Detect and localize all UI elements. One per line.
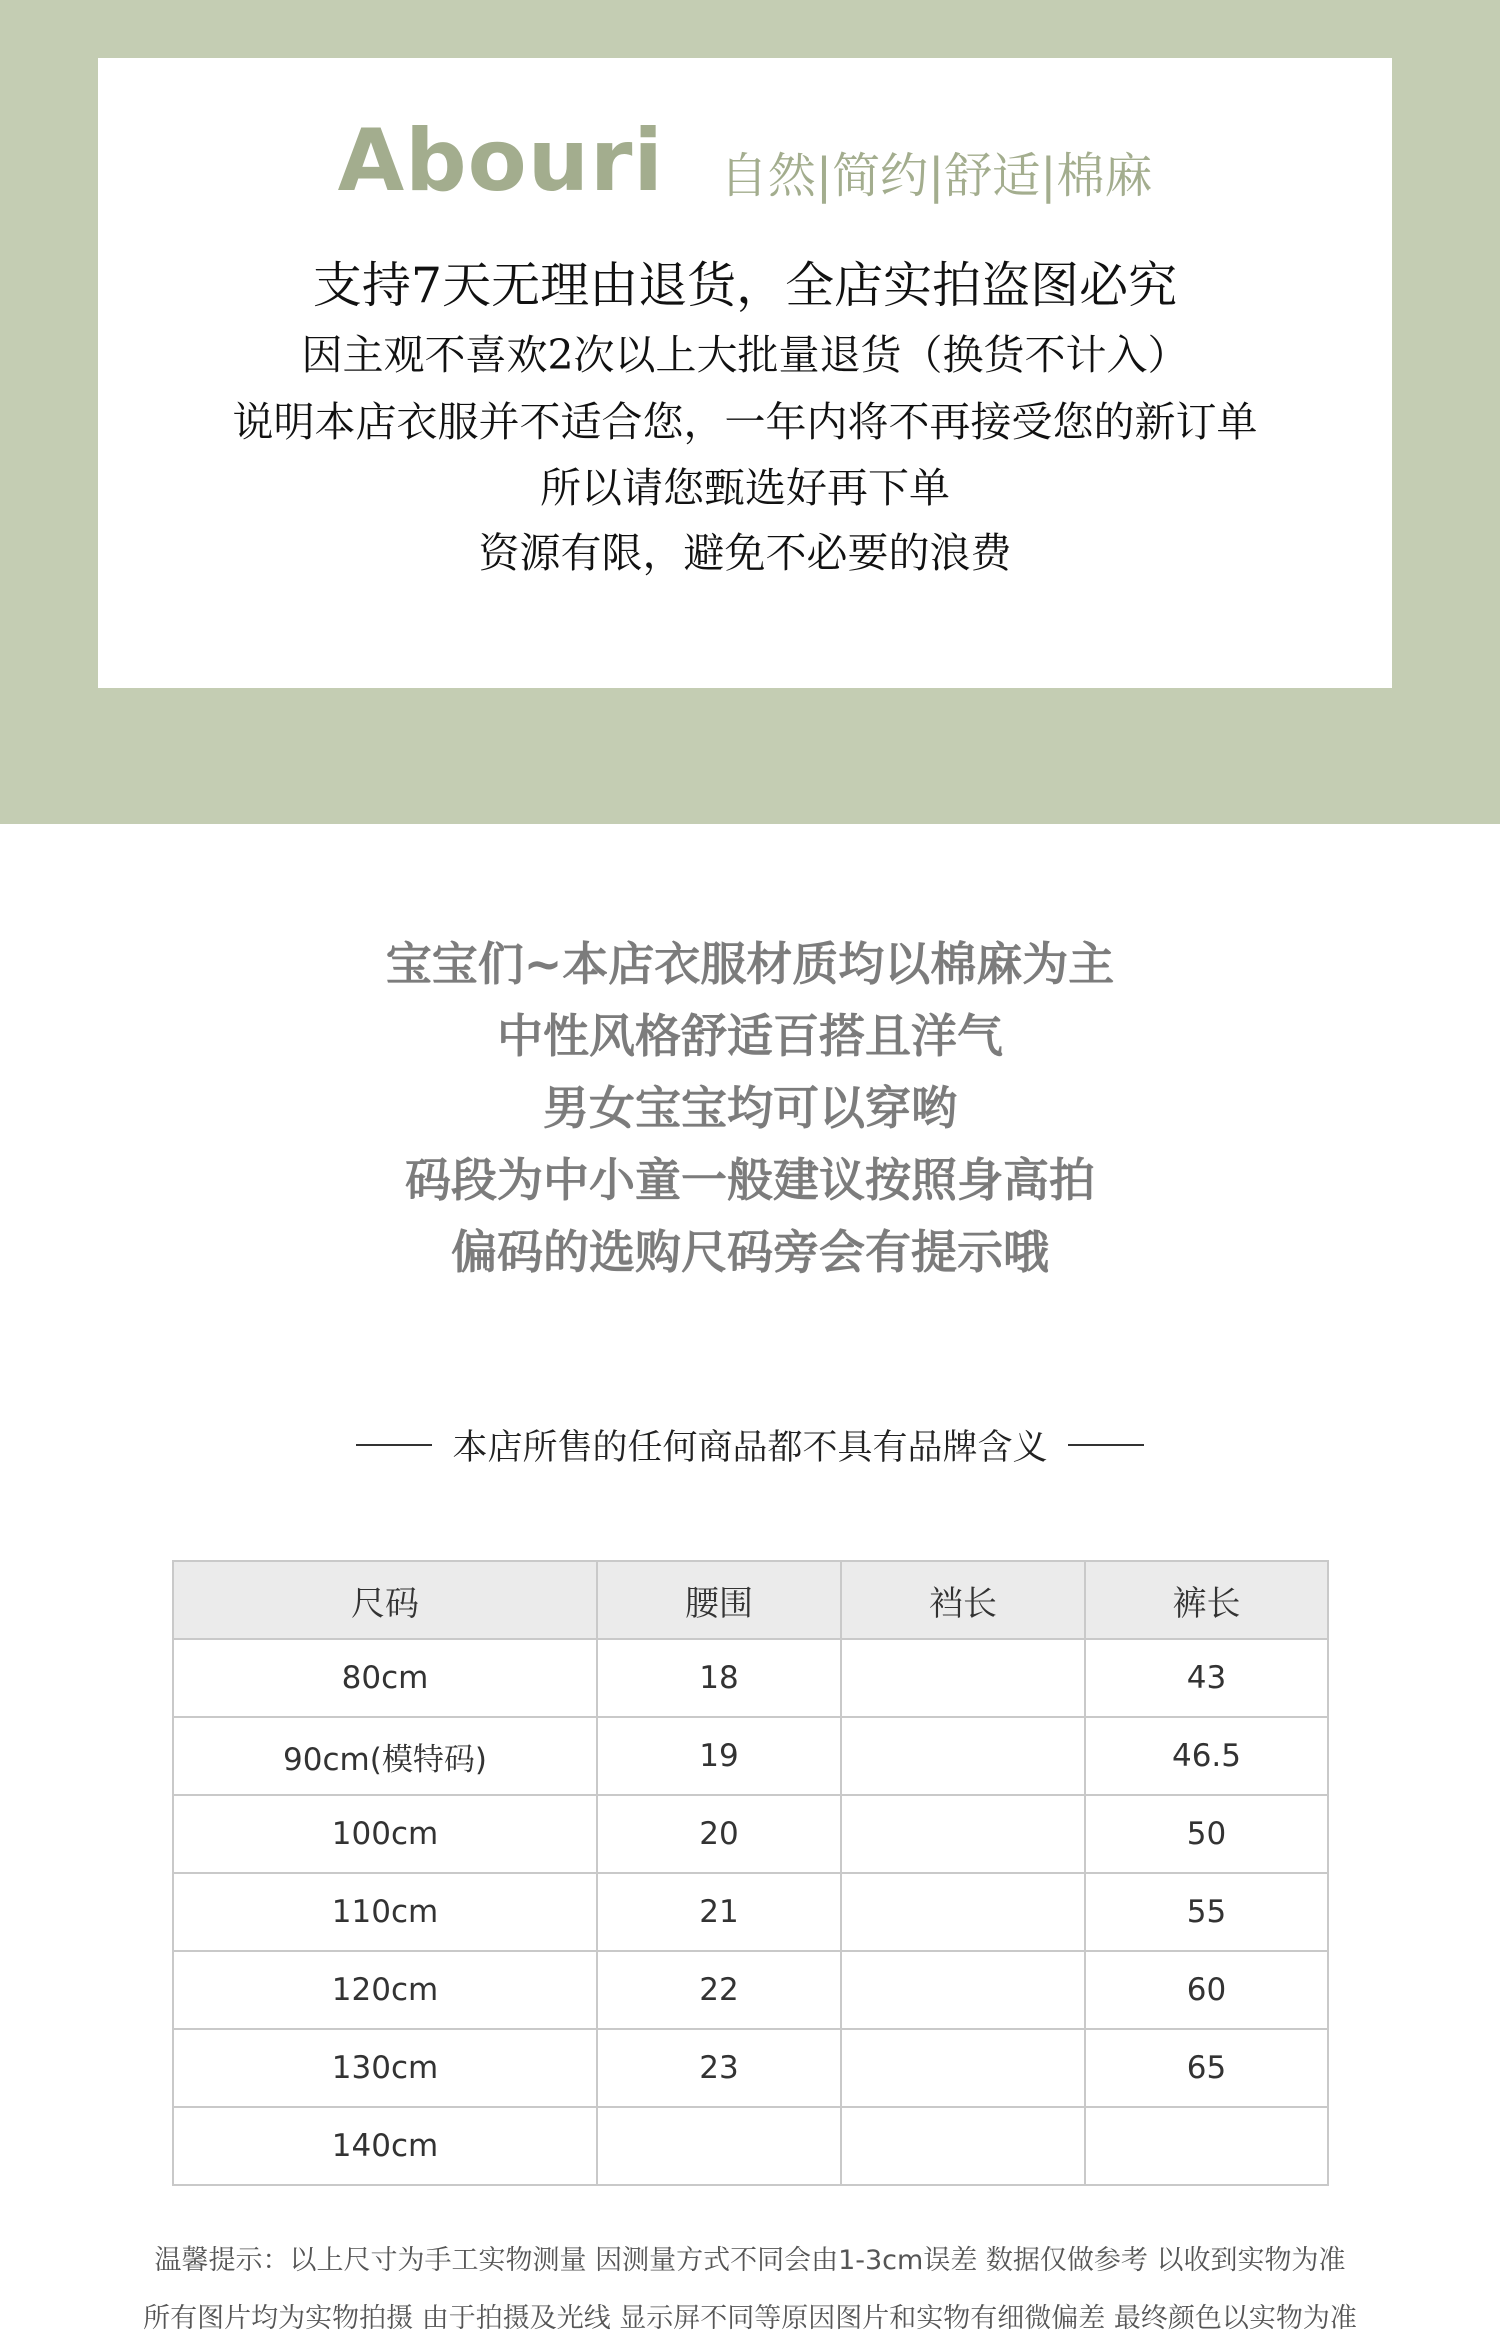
intro-line: 码段为中小童一般建议按照身高拍 — [405, 1153, 1095, 1207]
cell-length: 50 — [1085, 1795, 1328, 1873]
cell-rise — [841, 2107, 1085, 2185]
cell-waist — [597, 2107, 841, 2185]
divider-right — [1068, 1444, 1144, 1446]
table-row — [173, 1639, 1328, 1717]
cell-size: 110cm — [173, 1873, 597, 1951]
header-rise: 裆长 — [841, 1561, 1085, 1639]
header-length: 裤长 — [1085, 1561, 1328, 1639]
cell-waist: 19 — [597, 1717, 841, 1795]
cell-length — [1085, 2107, 1328, 2185]
cell-waist: 18 — [597, 1639, 841, 1717]
cell-rise — [841, 1795, 1085, 1873]
intro-line: 偏码的选购尺码旁会有提示哦 — [451, 1225, 1049, 1279]
notice-card — [98, 58, 1392, 688]
brand-disclaimer — [0, 1420, 1500, 1470]
cell-rise — [841, 1951, 1085, 2029]
cell-length: 46.5 — [1085, 1717, 1328, 1795]
cell-length: 60 — [1085, 1951, 1328, 2029]
cell-size: 100cm — [173, 1795, 597, 1873]
shop-intro — [0, 928, 1500, 1288]
cell-size: 80cm — [173, 1639, 597, 1717]
disclaimer-text: 本店所售的任何商品都不具有品牌含义 — [452, 1428, 1048, 1468]
divider-left — [356, 1444, 432, 1446]
notice-line: 资源有限，避免不必要的浪费 — [478, 529, 1012, 577]
tip-line: 温馨提示：以上尺寸为手工实物测量 因测量方式不同会由1-3cm误差 数据仅做参考 以收到实物为准 — [154, 2245, 1346, 2276]
cell-waist: 23 — [597, 2029, 841, 2107]
notice-line: 所以请您甄选好再下单 — [540, 464, 950, 512]
notice-banner — [0, 0, 1500, 824]
cell-waist: 21 — [597, 1873, 841, 1951]
brand-header — [98, 111, 1392, 211]
brand-logo: Abouri — [337, 111, 664, 211]
cell-size: 120cm — [173, 1951, 597, 2029]
intro-line: 宝宝们~本店衣服材质均以棉麻为主 — [385, 937, 1115, 991]
header-size: 尺码 — [173, 1561, 597, 1639]
table-row — [173, 1717, 1328, 1795]
header-waist: 腰围 — [597, 1561, 841, 1639]
cell-rise — [841, 1873, 1085, 1951]
brand-tagline: 自然|简约|舒适|棉麻 — [719, 148, 1153, 204]
cell-rise — [841, 2029, 1085, 2107]
cell-waist: 22 — [597, 1951, 841, 2029]
cell-size: 130cm — [173, 2029, 597, 2107]
tip-line: 所有图片均为实物拍摄 由于拍摄及光线 显示屏不同等原因图片和实物有细微偏差 最终颜色以实物为准 — [143, 2303, 1357, 2334]
table-header-row — [173, 1561, 1328, 1639]
notice-line: 说明本店衣服并不适合您，一年内将不再接受您的新订单 — [232, 398, 1258, 446]
cell-length: 65 — [1085, 2029, 1328, 2107]
intro-line: 中性风格舒适百搭且洋气 — [497, 1009, 1003, 1063]
cell-length: 55 — [1085, 1873, 1328, 1951]
cell-rise — [841, 1717, 1085, 1795]
size-chart-table — [172, 1560, 1329, 2186]
intro-line: 男女宝宝均可以穿哟 — [543, 1081, 957, 1135]
measurement-tips — [0, 2232, 1500, 2348]
notice-line: 因主观不喜欢2次以上大批量退货（换货不计入） — [301, 331, 1189, 379]
cell-rise — [841, 1639, 1085, 1717]
cell-size: 140cm — [173, 2107, 597, 2185]
cell-size: 90cm(模特码) — [173, 1717, 597, 1795]
cell-length: 43 — [1085, 1639, 1328, 1717]
table-row — [173, 1795, 1328, 1873]
table-row — [173, 2029, 1328, 2107]
return-policy-notice — [98, 250, 1392, 586]
table-row — [173, 1873, 1328, 1951]
notice-line: 支持7天无理由退货，全店实拍盗图必究 — [312, 257, 1178, 314]
table-row — [173, 2107, 1328, 2185]
cell-waist: 20 — [597, 1795, 841, 1873]
table-row — [173, 1951, 1328, 2029]
